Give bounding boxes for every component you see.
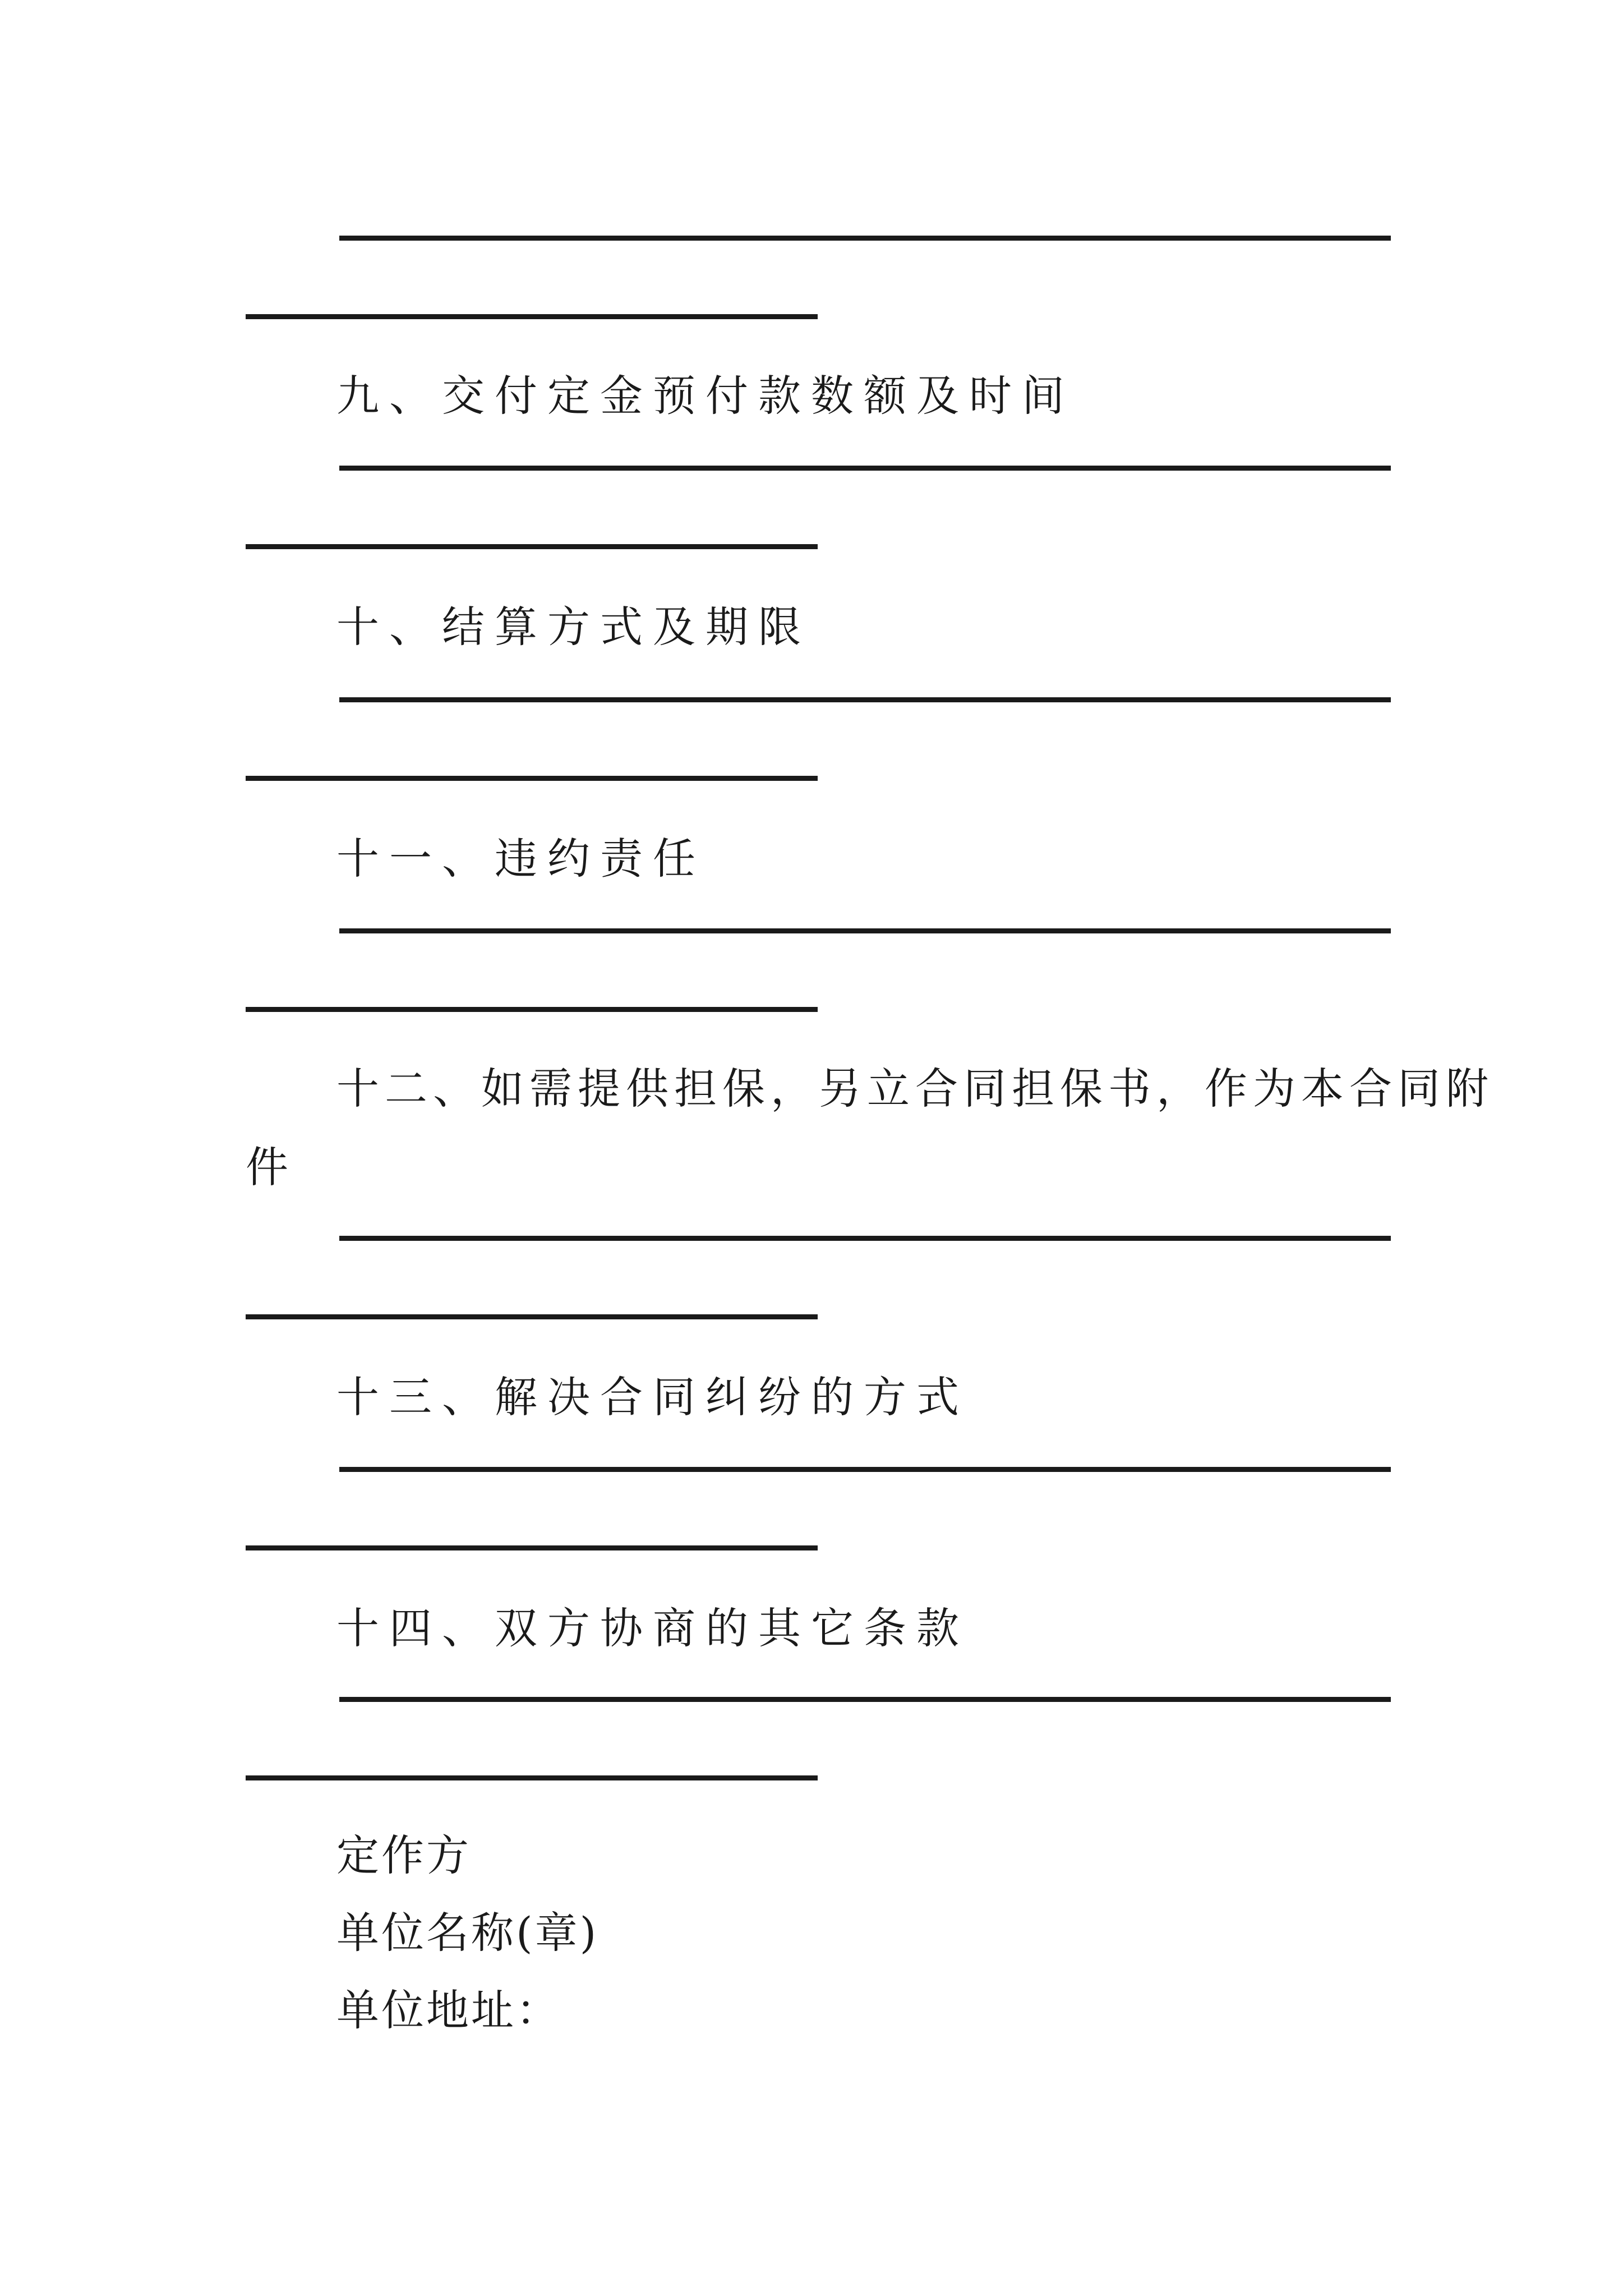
blank-line [339, 697, 1391, 702]
unit-address-label: 单位地址： [336, 1985, 561, 2035]
blank-line [246, 1545, 818, 1550]
unit-name-label: 单位名称(章) [336, 1908, 599, 1958]
blank-line [246, 776, 818, 781]
blank-line [339, 1467, 1391, 1472]
clause-heading-13: 十三、解决合同纠纷的方式 [336, 1372, 969, 1422]
blank-line [246, 544, 818, 549]
blank-line [246, 314, 818, 319]
blank-line [246, 1314, 818, 1319]
party-label: 定作方 [336, 1830, 471, 1880]
clause-heading-12-continuation: 件 [246, 1142, 288, 1192]
blank-line [339, 928, 1391, 933]
blank-line [339, 466, 1391, 471]
clause-heading-10: 十、结算方式及期限 [336, 602, 811, 652]
blank-line [339, 1236, 1391, 1241]
blank-line [339, 236, 1391, 241]
blank-line [246, 1775, 818, 1780]
blank-line [246, 1007, 818, 1012]
blank-line [339, 1697, 1391, 1702]
clause-heading-14: 十四、双方协商的其它条款 [336, 1603, 969, 1653]
clause-heading-12: 十二、如需提供担保，另立合同担保书，作为本合同附 [336, 1064, 1494, 1114]
clause-heading-11: 十一、违约责任 [336, 834, 706, 884]
clause-heading-9: 九、交付定金预付款数额及时间 [336, 371, 1075, 421]
